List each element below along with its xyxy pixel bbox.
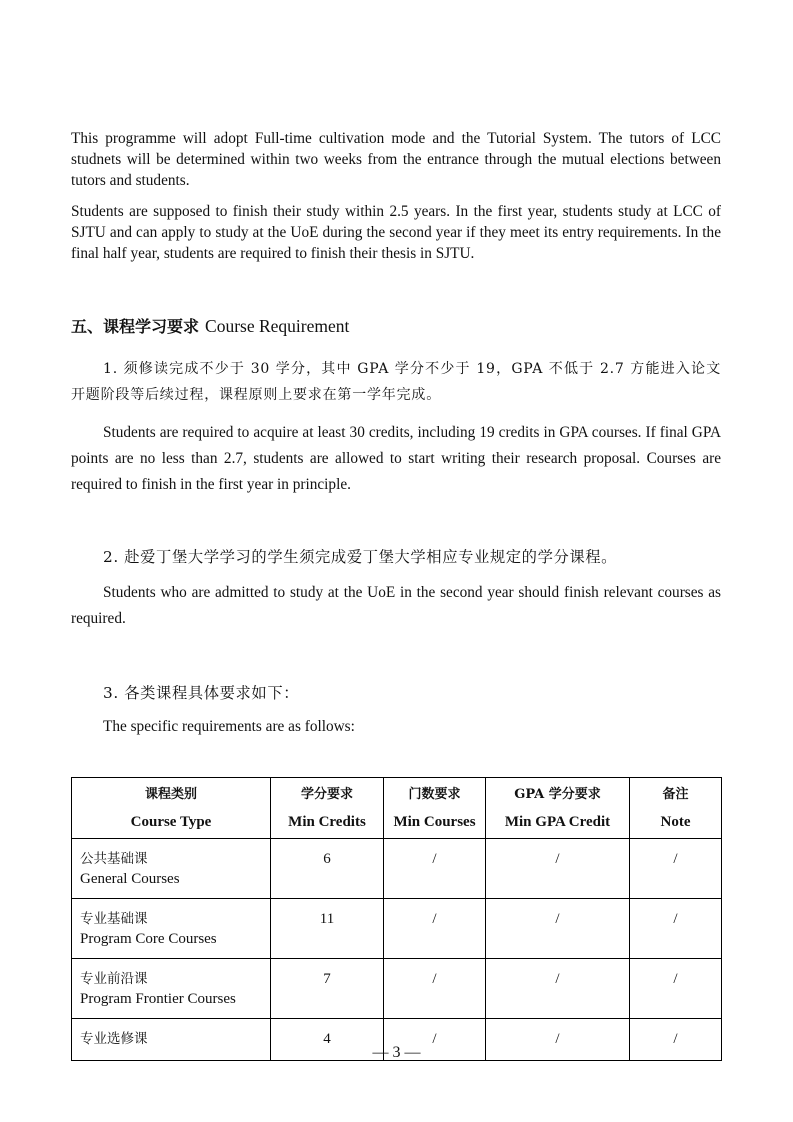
cell-note: / [630, 899, 722, 959]
table-row [72, 839, 722, 899]
table-header-row [72, 778, 722, 839]
section-title-en: Course Requirement [205, 316, 350, 336]
intro-paragraph-study-plan: Students are supposed to finish their study within 2.5 years. In the first year, students study at LCC of SJTU and can apply to study at the UoE during the second year if they meet its entry requirements. In the final half year, students are required to finish their thesis in SJTU. [71, 203, 721, 262]
cell-min-gpa-credit: / [486, 899, 630, 959]
cell-min-courses: / [384, 839, 486, 899]
cell-min-courses: / [384, 959, 486, 1019]
cell-min-credits: 7 [271, 959, 384, 1019]
section-heading [71, 314, 349, 339]
item-2-cn: 2. 赴爱丁堡大学学习的学生须完成爱丁堡大学相应专业规定的学分课程。 [103, 548, 618, 566]
item-1-cn: 1. 须修读完成不少于 30 学分，其中 GPA 学分不少于 19，GPA 不低于 2.7 方能进入论文开题阶段等后续过程，课程原则上要求在第一学年完成。 [71, 361, 721, 403]
header-min-courses: 门数要求 Min Courses [384, 778, 486, 839]
table-row [72, 899, 722, 959]
cell-note: / [630, 959, 722, 1019]
header-min-credits: 学分要求 Min Credits [271, 778, 384, 839]
header-min-gpa-credit: GPA 学分要求 Min GPA Credit [486, 778, 630, 839]
cell-min-gpa-credit: / [486, 1019, 630, 1061]
cell-min-credits: 11 [271, 899, 384, 959]
cell-min-credits: 4 [271, 1019, 384, 1061]
item-3-cn: 3. 各类课程具体要求如下： [103, 684, 300, 702]
header-note: 备注 Note [630, 778, 722, 839]
item-2-en: Students who are admitted to study at the UoE in the second year should finish relevant courses as required. [71, 584, 721, 627]
cell-note: / [630, 1019, 722, 1061]
item-3-en: The specific requirements are as follows: [103, 718, 355, 735]
cell-note: / [630, 839, 722, 899]
cell-course-type: 公共基础课 General Courses [72, 839, 271, 899]
course-requirements-table [71, 777, 722, 1061]
page-number: — 3 — [372, 1044, 421, 1061]
cell-min-gpa-credit: / [486, 839, 630, 899]
cell-course-type: 专业基础课 Program Core Courses [72, 899, 271, 959]
intro-paragraph-tutorial: This programme will adopt Full-time cultivation mode and the Tutorial System. The tutors of LCC studnets will be determined within two weeks from the entrance through the mutual elections between tutors and students. [71, 130, 721, 189]
section-title-cn: 五、课程学习要求 [71, 317, 200, 336]
cell-min-credits: 6 [271, 839, 384, 899]
table-row [72, 959, 722, 1019]
cell-min-gpa-credit: / [486, 959, 630, 1019]
item-1-en: Students are required to acquire at least 30 credits, including 19 credits in GPA courses. If final GPA points are no less than 2.7, students are allowed to start writing their research proposal. Courses are required to finish in the first year in principle. [71, 424, 721, 493]
header-course-type: 课程类别 Course Type [72, 778, 271, 839]
cell-course-type: 专业前沿课 Program Frontier Courses [72, 959, 271, 1019]
cell-course-type: 专业选修课 [72, 1019, 271, 1061]
cell-min-courses: / [384, 899, 486, 959]
cell-min-courses: / [384, 1019, 486, 1061]
